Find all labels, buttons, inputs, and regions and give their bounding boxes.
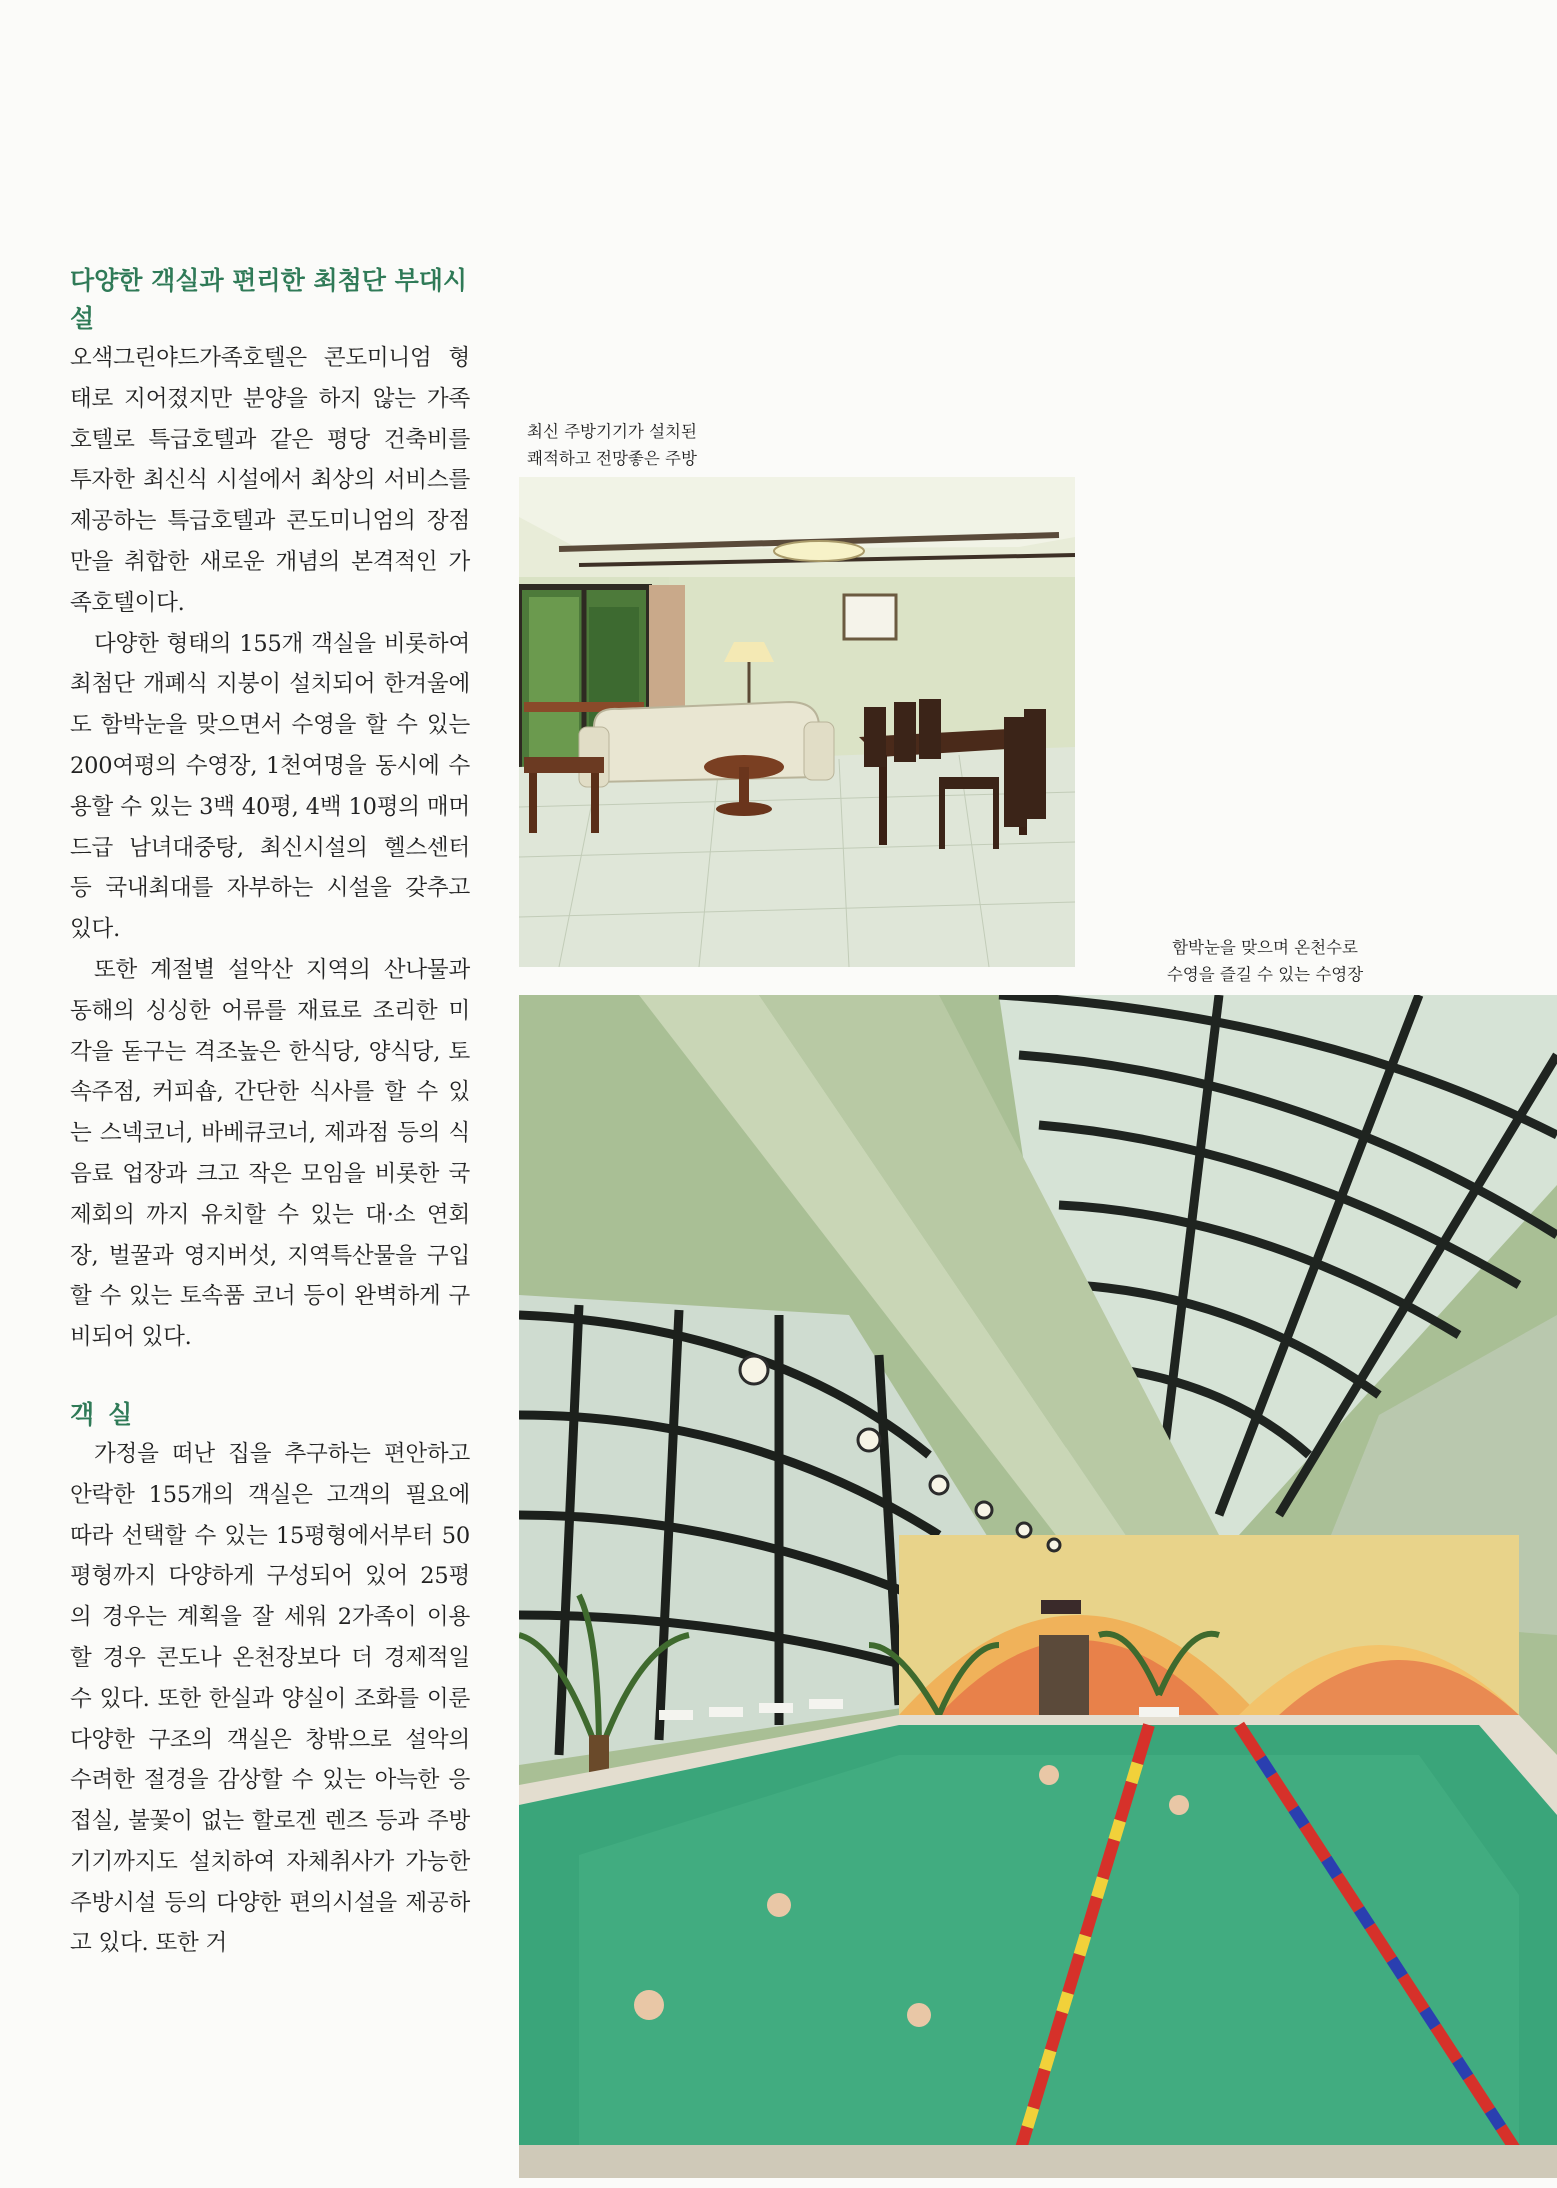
caption-room-line-1: 최신 주방기기가 설치된 [527,422,697,441]
caption-room-photo [527,418,697,472]
paragraph-intro: 오색그린야드가족호텔은 콘도미니엄 형태로 지어졌지만 분양을 하지 않는 가족호텔로 특급호텔과 같은 평당 건축비를 투자한 최신식 시설에서 최상의 서비스를 제공하는 특급호텔과 콘도미니엄의 장점만을 취합한 새로운 개념의 본격적인 가족호텔이다. [70,345,470,616]
pool-photo [519,995,1557,2178]
room-photo [519,477,1075,967]
paragraph-facilities: 다양한 형태의 155개 객실을 비롯하여 최첨단 개폐식 지붕이 설치되어 한겨울에도 함박눈을 맞으면서 수영을 할 수 있는 200여평의 수영장, 1천여명을 동시에 수용할 수 있는 3백 40평, 4백 10평의 매머드급 남녀대중탕, 최신시설의 헬스센터 등 국내최대를 자부하는 시설을 갖추고 있다. [70,630,470,943]
caption-room-line-2: 쾌적하고 전망좋은 주방 [527,449,697,468]
caption-pool-line-2: 수영을 즐길 수 있는 수영장 [1166,965,1364,984]
caption-pool-line-1: 함박눈을 맞으며 온천수로 [1172,938,1358,957]
paragraph-rooms: 가정을 떠난 집을 추구하는 편안하고 안락한 155개의 객실은 고객의 필요에 따라 선택할 수 있는 15평형에서부터 50평형까지 다양하게 구성되어 있어 25평의 경우는 계획을 잘 세워 2가족이 이용할 경우 콘도나 온천장보다 더 경제적일 수 있다. 또한 한실과 양실이 조화를 이룬 다양한 구조의 객실은 창밖으로 설악의 수려한 절경을 감상할 수 있는 아늑한 응접실, 불꽃이 없는 할로겐 렌즈 등과 주방기기까지도 설치하여 자체취사가 가능한 주방시설 등의 다양한 편의시설을 제공하고 있다. 또한 거 [70,1440,470,1957]
paragraph-dining: 또한 계절별 설악산 지역의 산나물과 동해의 싱싱한 어류를 재료로 조리한 미각을 돋구는 격조높은 한식당, 양식당, 토속주점, 커피숍, 간단한 식사를 할 수 있는 스넥코너, 바베큐코너, 제과점 등의 식음료 업장과 크고 작은 모임을 비롯한 국제회의 까지 유치할 수 있는 대·소 연회장, 벌꿀과 영지버섯, 지역특산물을 구입할 수 있는 토속품 코너 등이 완벽하게 구비되어 있다. [70,956,470,1351]
section-heading-facilities: 다양한 객실과 편리한 최첨단 부대시설 [70,266,468,333]
caption-pool-photo [1150,934,1380,988]
article-text-column [70,262,470,1964]
section-heading-rooms: 객실 [70,1399,147,1429]
